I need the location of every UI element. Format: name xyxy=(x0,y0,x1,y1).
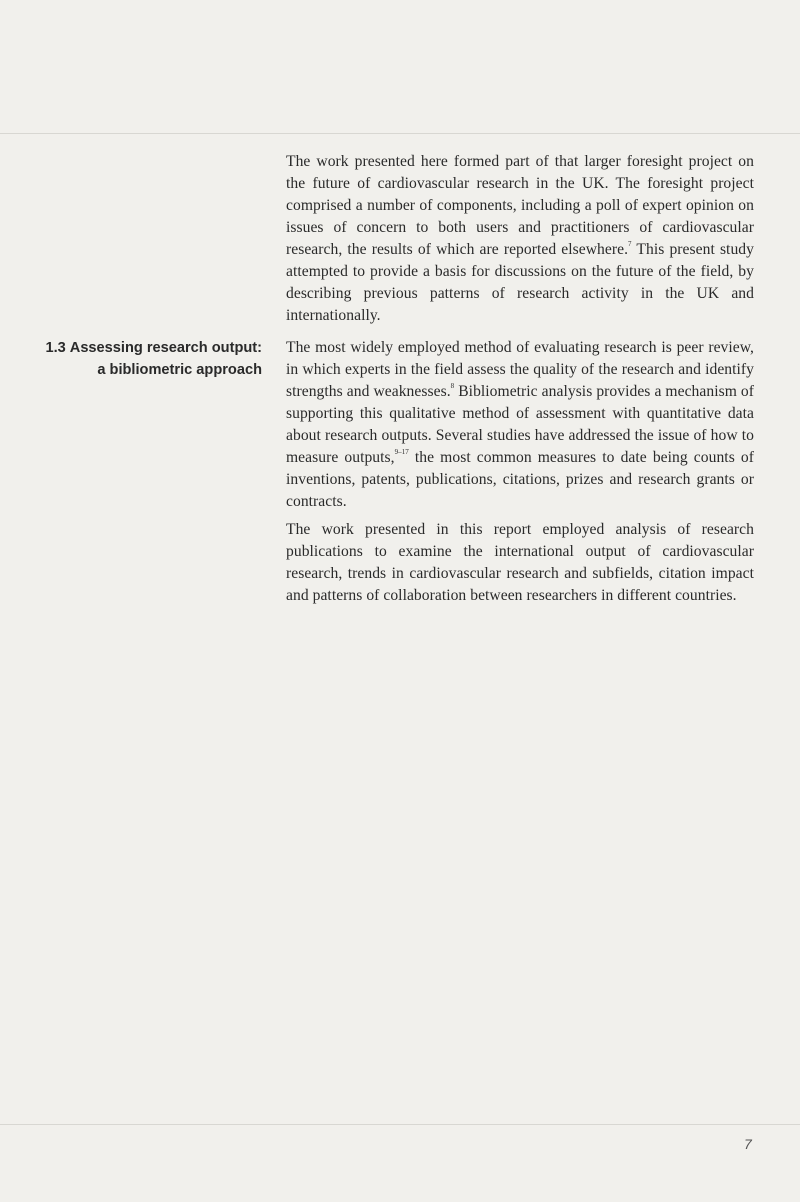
section-heading xyxy=(20,337,262,381)
paragraph-intro-text-b: This present study attempted to provide a basis for discussions on the future of the field, by describing previous patterns of research activity in the UK and internationally. xyxy=(286,241,754,324)
paragraph-intro xyxy=(286,151,754,327)
paragraph-peer-review-text-c: the most common measures to date being counts of inventions, patents, publications, citations, prizes and research grants or contracts. xyxy=(286,449,754,510)
paragraph-report-scope xyxy=(286,519,754,607)
section-number: 1.3 xyxy=(45,340,66,356)
reference-marker: 9–17 xyxy=(394,447,409,456)
section-title-line2: a bibliometric approach xyxy=(97,362,262,378)
section-heading-line1 xyxy=(20,337,262,359)
reference-marker: 7 xyxy=(628,239,632,248)
paragraph-peer-review-text-a: The most widely employed method of evaluating research is peer review, in which experts in the field assess the quality of the research and identify strengths and weaknesses. xyxy=(286,339,754,400)
paragraph-peer-review-text-b: Bibliometric analysis provides a mechanism of supporting this qualitative method of assessment with quantitative data about research outputs. Several studies have addressed the issue of how to measure outputs, xyxy=(286,383,754,466)
paragraph-intro-text-a: The work presented here formed part of that larger foresight project on the future of cardiovascular research in the UK. The foresight project comprised a number of components, including a poll of expert opinion on issues of concern to both users and practitioners of cardiovascular research, the results of which are reported elsewhere. xyxy=(286,153,754,258)
top-divider xyxy=(0,133,800,134)
paragraph-intro-text xyxy=(286,151,754,327)
reference-marker: 8 xyxy=(450,381,455,390)
paragraph-peer-review xyxy=(286,337,754,513)
paragraph-report-scope-text: The work presented in this report employed analysis of research publications to examine the international output of cardiovascular research, trends in cardiovascular research and subfields, citation impact and patterns of collaboration between researchers in different countries. xyxy=(286,521,754,604)
bottom-divider xyxy=(0,1124,800,1125)
paragraph-peer-review-text xyxy=(286,337,754,513)
page-number: 7 xyxy=(744,1136,752,1152)
section-title-line1: Assessing research output: xyxy=(69,340,262,356)
